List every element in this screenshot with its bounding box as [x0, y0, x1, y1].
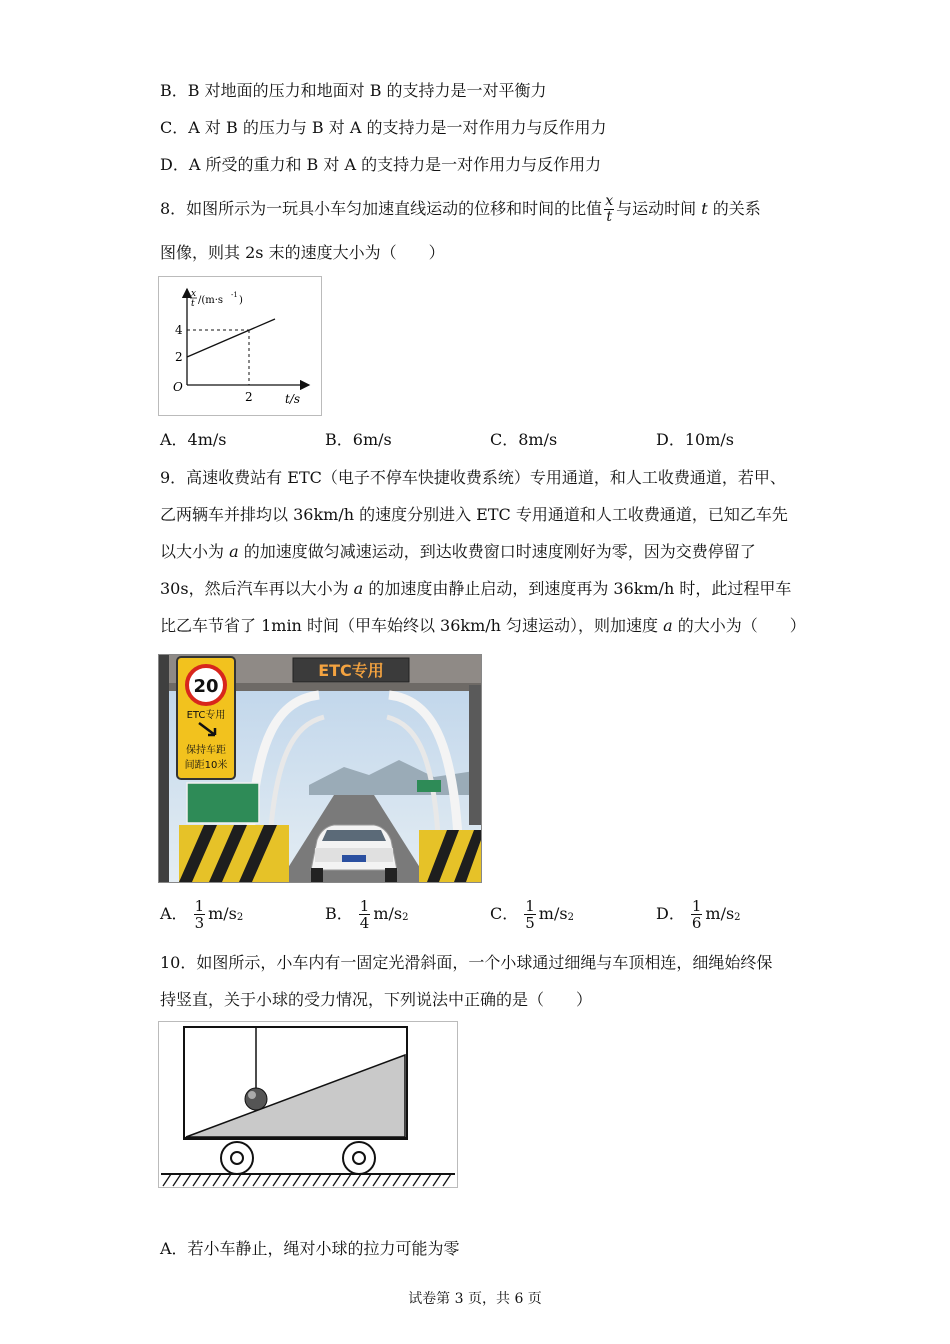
q10-cart-figure	[158, 1021, 458, 1188]
left-barrier	[179, 825, 289, 882]
q7-option-c: C．A 对 B 的压力与 B 对 A 的支持力是一对作用力与反作用力	[160, 118, 607, 137]
q9-line4-a: 30s，然后汽车再以大小为	[160, 579, 349, 598]
y-label-unit: /(m·s	[198, 295, 224, 306]
q9-opt-a-num: 1	[194, 897, 205, 915]
q9-line5-b: 的大小为（ ）	[677, 616, 806, 635]
q9-opt-c-exp: 2	[567, 912, 574, 923]
q7-option-b: B．B 对地面的压力和地面对 B 的支持力是一对平衡力	[160, 81, 547, 100]
q9-opt-c-letter: C．	[490, 904, 519, 923]
left-wheel	[221, 1142, 253, 1174]
q9-stem-line2: 乙两辆车并排均以 36km/h 的速度分别进入 ETC 专用通道和人工收费通道，已知乙车先	[160, 505, 788, 524]
q8-stem-var-t: t	[701, 199, 708, 218]
q9-opt-a-unit: m/s	[208, 904, 237, 923]
right-barrier	[419, 830, 481, 882]
sign-text-etc: ETC专用	[186, 710, 226, 721]
q8-stem-line1	[160, 194, 761, 225]
q9-opt-b-letter: B．	[325, 904, 353, 923]
q9-opt-b-fraction	[359, 898, 371, 931]
q8-option-a: A．4m/s	[160, 430, 227, 449]
left-pillar	[159, 655, 169, 882]
q8-option-c: C．8m/s	[490, 430, 558, 449]
q8-option-b: B．6m/s	[325, 430, 392, 449]
q7-option-d: D．A 所受的重力和 B 对 A 的支持力是一对作用力与反作用力	[160, 155, 602, 174]
etc-roadside-sign	[177, 657, 235, 779]
x-axis-label: t/s	[285, 392, 301, 406]
y-tick-2: 2	[175, 350, 183, 364]
page-footer: 试卷第 3 页，共 6 页	[408, 1291, 542, 1307]
cart-svg	[159, 1022, 457, 1187]
q8-option-d: D．10m/s	[656, 430, 734, 449]
q8-stem-text-a: 8．如图所示为一玩具小车匀加速直线运动的位移和时间的比值	[160, 199, 603, 218]
q9-opt-d-unit: m/s	[705, 904, 735, 923]
q8-stem-fraction	[604, 194, 614, 225]
q10-stem-line2: 持竖直，关于小球的受力情况，下列说法中正确的是（ ）	[160, 990, 593, 1009]
q9-opt-a-letter: A．	[160, 904, 188, 923]
q9-line3-a: 以大小为	[160, 542, 225, 561]
y-label-unit-exp: -1	[231, 291, 238, 299]
q9-option-a	[160, 898, 243, 931]
q8-frac-num: x	[605, 193, 614, 209]
q8-graph-svg	[159, 277, 321, 415]
speed-limit-number: 20	[193, 676, 219, 697]
q8-stem-text-c: 的关系	[712, 199, 761, 218]
q9-opt-b-unit: m/s	[373, 904, 403, 923]
q9-line5-var: a	[663, 616, 673, 635]
q9-opt-b-exp: 2	[402, 912, 409, 923]
q8-graph-figure	[158, 276, 322, 416]
data-line	[187, 319, 275, 357]
q9-opt-a-den: 3	[194, 914, 205, 932]
q8-stem-line2: 图像，则其 2s 末的速度大小为（ ）	[160, 243, 445, 262]
q9-line4-b: 的加速度由静止启动，到速度再为 36km/h 时，此过程甲车	[368, 579, 792, 598]
q9-opt-d-den: 6	[691, 914, 702, 932]
q9-opt-c-fraction	[524, 898, 536, 931]
q8-stem-text-b: 与运动时间	[616, 199, 697, 218]
q9-option-c	[490, 898, 574, 931]
green-direction-sign	[187, 783, 259, 823]
sign-text-keep-distance: 保持车距	[186, 745, 226, 756]
q8-frac-den: t	[606, 209, 612, 225]
cart-floor	[184, 1137, 407, 1140]
q9-opt-a-exp: 2	[236, 912, 244, 923]
ground-hatching	[163, 1174, 451, 1186]
x-tick-2: 2	[245, 390, 253, 404]
q9-etc-photo	[158, 654, 482, 883]
q9-stem-line5	[160, 616, 806, 636]
y-label-den: t	[191, 299, 195, 309]
q9-opt-d-fraction	[691, 898, 703, 931]
q9-opt-b-num: 1	[359, 897, 370, 915]
q9-opt-b-den: 4	[359, 914, 370, 932]
q9-opt-c-num: 1	[525, 897, 535, 915]
right-wheel	[343, 1142, 375, 1174]
q9-line5-a: 比乙车节省了 1min 时间（甲车始终以 36km/h 匀速运动），则加速度	[160, 616, 659, 635]
q9-line3-var: a	[229, 542, 239, 561]
q9-stem-line4	[160, 579, 791, 599]
etc-banner-text: ETC专用	[318, 661, 384, 680]
q10-option-a: A．若小车静止，绳对小球的拉力可能为零	[160, 1239, 460, 1258]
q9-opt-a-fraction	[194, 898, 206, 931]
ball	[245, 1088, 267, 1110]
right-pillar	[469, 685, 481, 825]
q9-opt-c-den: 5	[525, 914, 535, 932]
y-tick-4: 4	[175, 323, 183, 337]
q9-opt-d-exp: 2	[734, 912, 741, 923]
q9-line4-var: a	[353, 579, 364, 598]
q9-opt-d-num: 1	[691, 897, 702, 915]
q9-stem-line1: 9．高速收费站有 ETC（电子不停车快捷收费系统）专用通道，和人工收费通道，若甲、	[160, 468, 786, 487]
origin-label: O	[173, 380, 183, 394]
y-label-unit-close: )	[239, 295, 243, 306]
q9-opt-d-letter: D．	[656, 904, 685, 923]
y-label-num: x	[191, 289, 197, 299]
q9-option-b	[325, 898, 408, 931]
q9-option-d	[656, 898, 741, 931]
sign-text-spacing: 间距10米	[184, 760, 228, 771]
q9-stem-line3	[160, 542, 756, 562]
q9-opt-c-unit: m/s	[538, 904, 568, 923]
etc-photo-svg	[159, 655, 481, 882]
q9-line3-b: 的加速度做匀减速运动，到达收费窗口时速度刚好为零，因为交费停留了	[243, 542, 756, 561]
q10-stem-line1: 10．如图所示，小车内有一固定光滑斜面，一个小球通过细绳与车顶相连，细绳始终保	[160, 953, 773, 972]
ball-highlight	[248, 1091, 256, 1099]
small-green-sign	[417, 780, 441, 792]
